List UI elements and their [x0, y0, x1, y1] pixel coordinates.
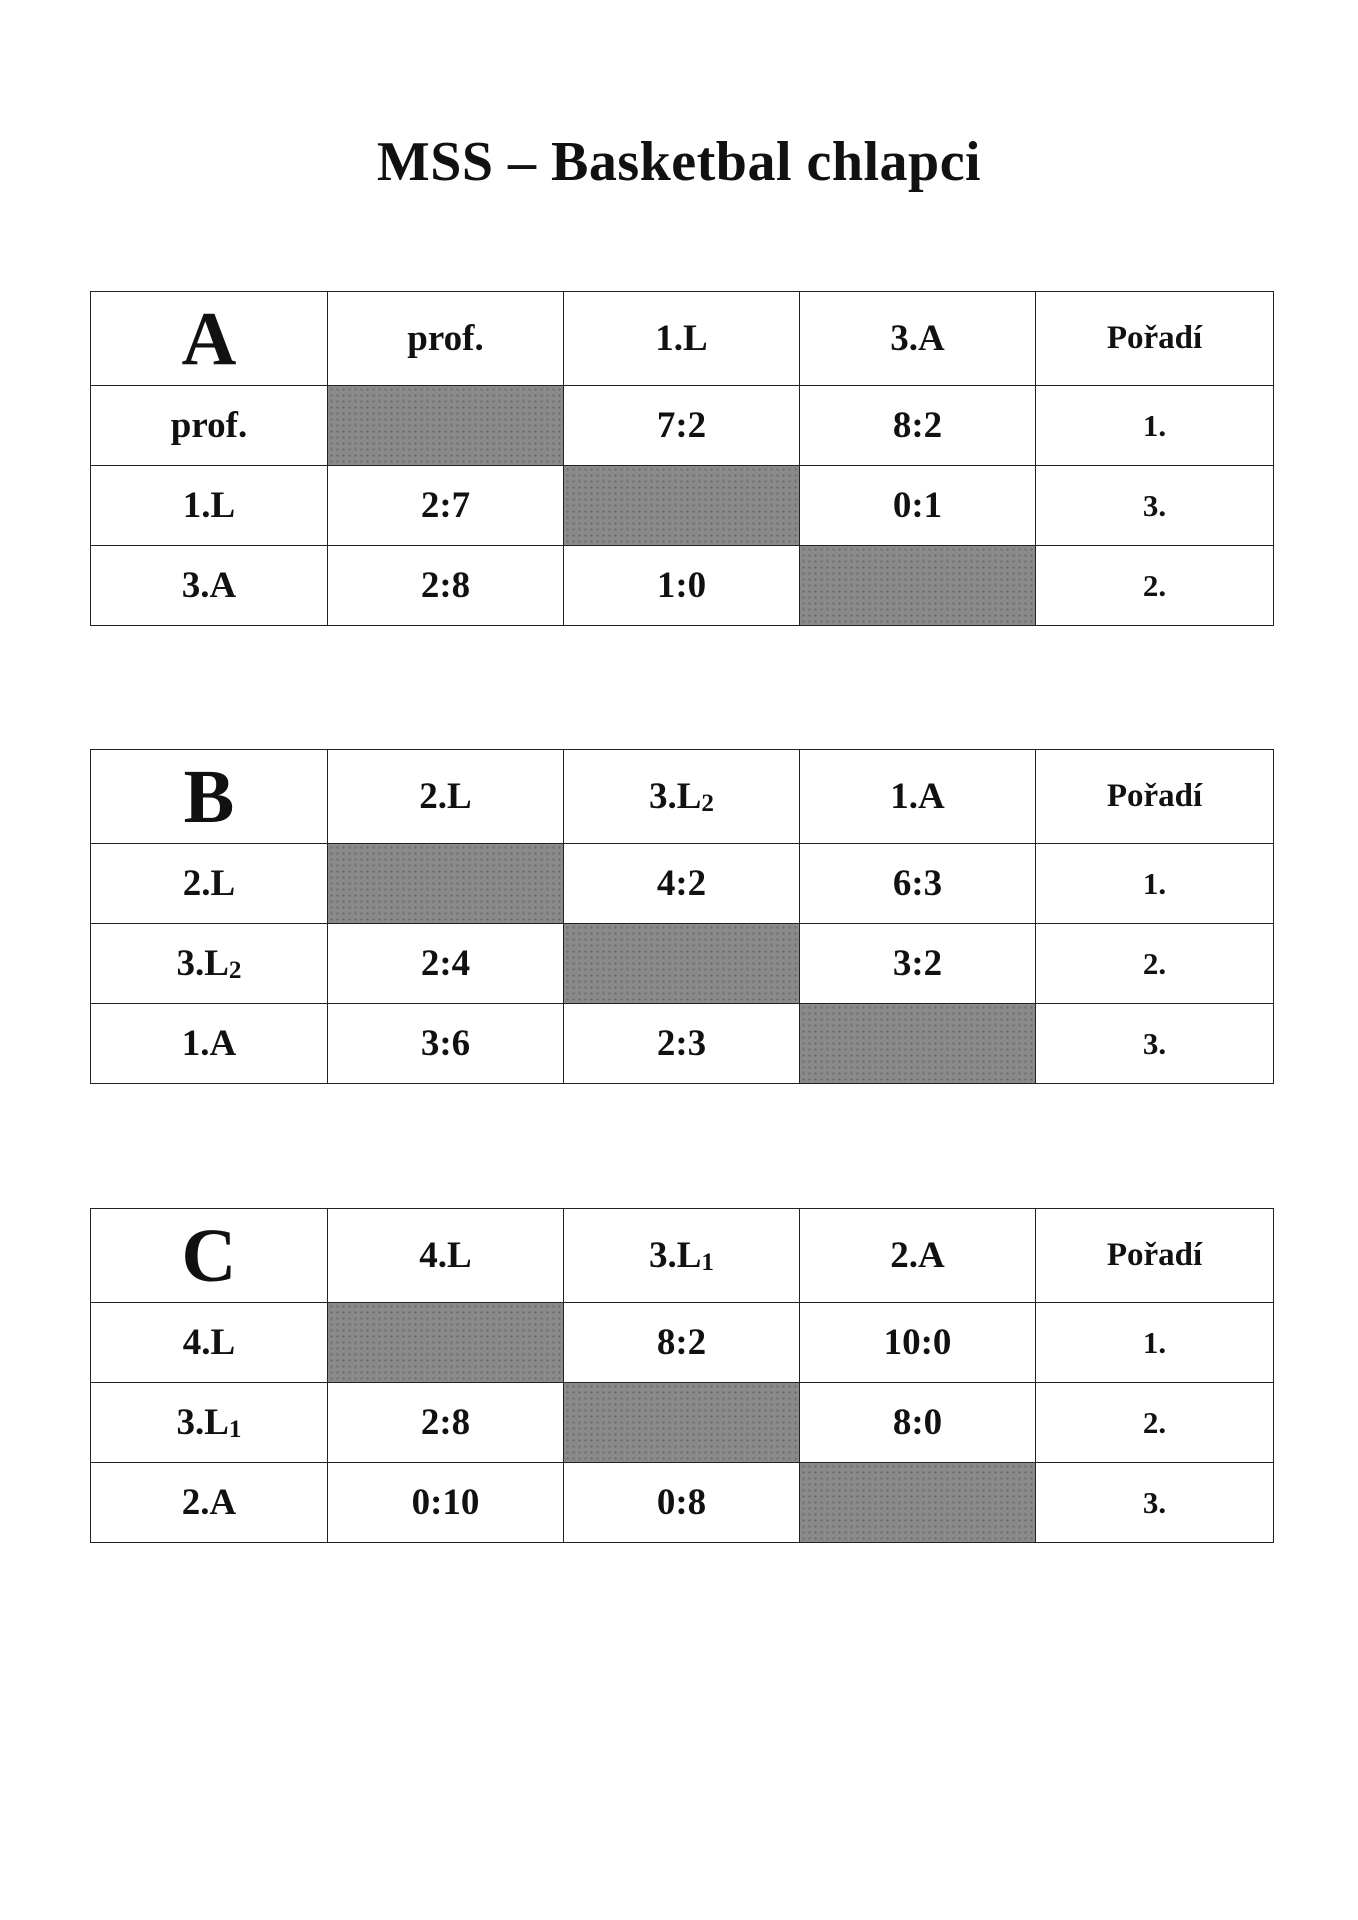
group-a-table [90, 291, 1274, 626]
score-cell: 0:10 [328, 1463, 564, 1543]
rank-header: Pořadí [1036, 292, 1274, 386]
group-b-table [90, 749, 1274, 1084]
rank-header: Pořadí [1036, 750, 1274, 844]
group-a-header-row [91, 292, 1274, 386]
table-row [91, 1303, 1274, 1383]
score-cell: 4:2 [564, 844, 800, 924]
column-team-header: 2.L [328, 750, 564, 844]
group-c-header-row [91, 1209, 1274, 1303]
score-cell: 0:1 [800, 466, 1036, 546]
table-row [91, 1004, 1274, 1084]
row-team-label: 1.A [91, 1004, 328, 1084]
row-team-label: 2.A [91, 1463, 328, 1543]
score-cell: 6:3 [800, 844, 1036, 924]
score-cell: 10:0 [800, 1303, 1036, 1383]
rank-cell: 1. [1036, 844, 1274, 924]
table-row [91, 1463, 1274, 1543]
table-row [91, 466, 1274, 546]
score-cell: 2:3 [564, 1004, 800, 1084]
group-label: C [91, 1209, 328, 1303]
rank-cell: 3. [1036, 1004, 1274, 1084]
page-title: MSS – Basketbal chlapci [376, 131, 982, 193]
score-cell: 0:8 [564, 1463, 800, 1543]
score-cell: 8:2 [564, 1303, 800, 1383]
row-team-label: 2.L [91, 844, 328, 924]
team-index-subscript: 2 [701, 790, 714, 818]
blank-cell [328, 386, 564, 466]
blank-cell [800, 1463, 1036, 1543]
group-label: A [91, 292, 328, 386]
score-cell: 1:0 [564, 546, 800, 626]
team-index-subscript: 2 [228, 957, 242, 985]
row-team-label: 1.L [91, 466, 328, 546]
blank-cell [564, 1383, 800, 1463]
team-index-subscript: 1 [701, 1249, 714, 1277]
column-team-header: prof. [328, 292, 564, 386]
score-cell: 3:6 [328, 1004, 564, 1084]
score-cell: 2:7 [328, 466, 564, 546]
row-team-label: prof. [91, 386, 328, 466]
column-team-header: 2.A [800, 1209, 1036, 1303]
rank-cell: 3. [1036, 1463, 1274, 1543]
row-team-label: $3.L_1$ [91, 1383, 328, 1463]
row-team-label: 4.L [91, 1303, 328, 1383]
table-row [91, 386, 1274, 466]
rank-cell: 1. [1036, 1303, 1274, 1383]
table-row [91, 1383, 1274, 1463]
column-team-header: 1.A [800, 750, 1036, 844]
score-cell: 3:2 [800, 924, 1036, 1004]
rank-cell: 2. [1036, 546, 1274, 626]
group-c-table [90, 1208, 1274, 1543]
column-team-header: $3.L_2$ [564, 750, 800, 844]
row-team-label: 3.A [91, 546, 328, 626]
score-cell: 2:8 [328, 546, 564, 626]
score-cell: 8:0 [800, 1383, 1036, 1463]
rank-cell: 2. [1036, 1383, 1274, 1463]
blank-cell [800, 546, 1036, 626]
group-label: B [91, 750, 328, 844]
score-cell: 7:2 [564, 386, 800, 466]
column-team-header: 3.A [800, 292, 1036, 386]
table-row [91, 546, 1274, 626]
column-team-header: 4.L [328, 1209, 564, 1303]
column-team-header: 1.L [564, 292, 800, 386]
table-row [91, 844, 1274, 924]
rank-cell: 1. [1036, 386, 1274, 466]
score-cell: 2:8 [328, 1383, 564, 1463]
row-team-label: $3.L_2$ [91, 924, 328, 1004]
score-cell: 2:4 [328, 924, 564, 1004]
blank-cell [564, 466, 800, 546]
column-team-header: $3.L_1$ [564, 1209, 800, 1303]
rank-cell: 2. [1036, 924, 1274, 1004]
blank-cell [564, 924, 800, 1004]
rank-cell: 3. [1036, 466, 1274, 546]
group-b-header-row [91, 750, 1274, 844]
table-row [91, 924, 1274, 1004]
score-cell: 8:2 [800, 386, 1036, 466]
blank-cell [328, 1303, 564, 1383]
team-index-subscript: 1 [228, 1416, 242, 1444]
blank-cell [800, 1004, 1036, 1084]
rank-header: Pořadí [1036, 1209, 1274, 1303]
blank-cell [328, 844, 564, 924]
